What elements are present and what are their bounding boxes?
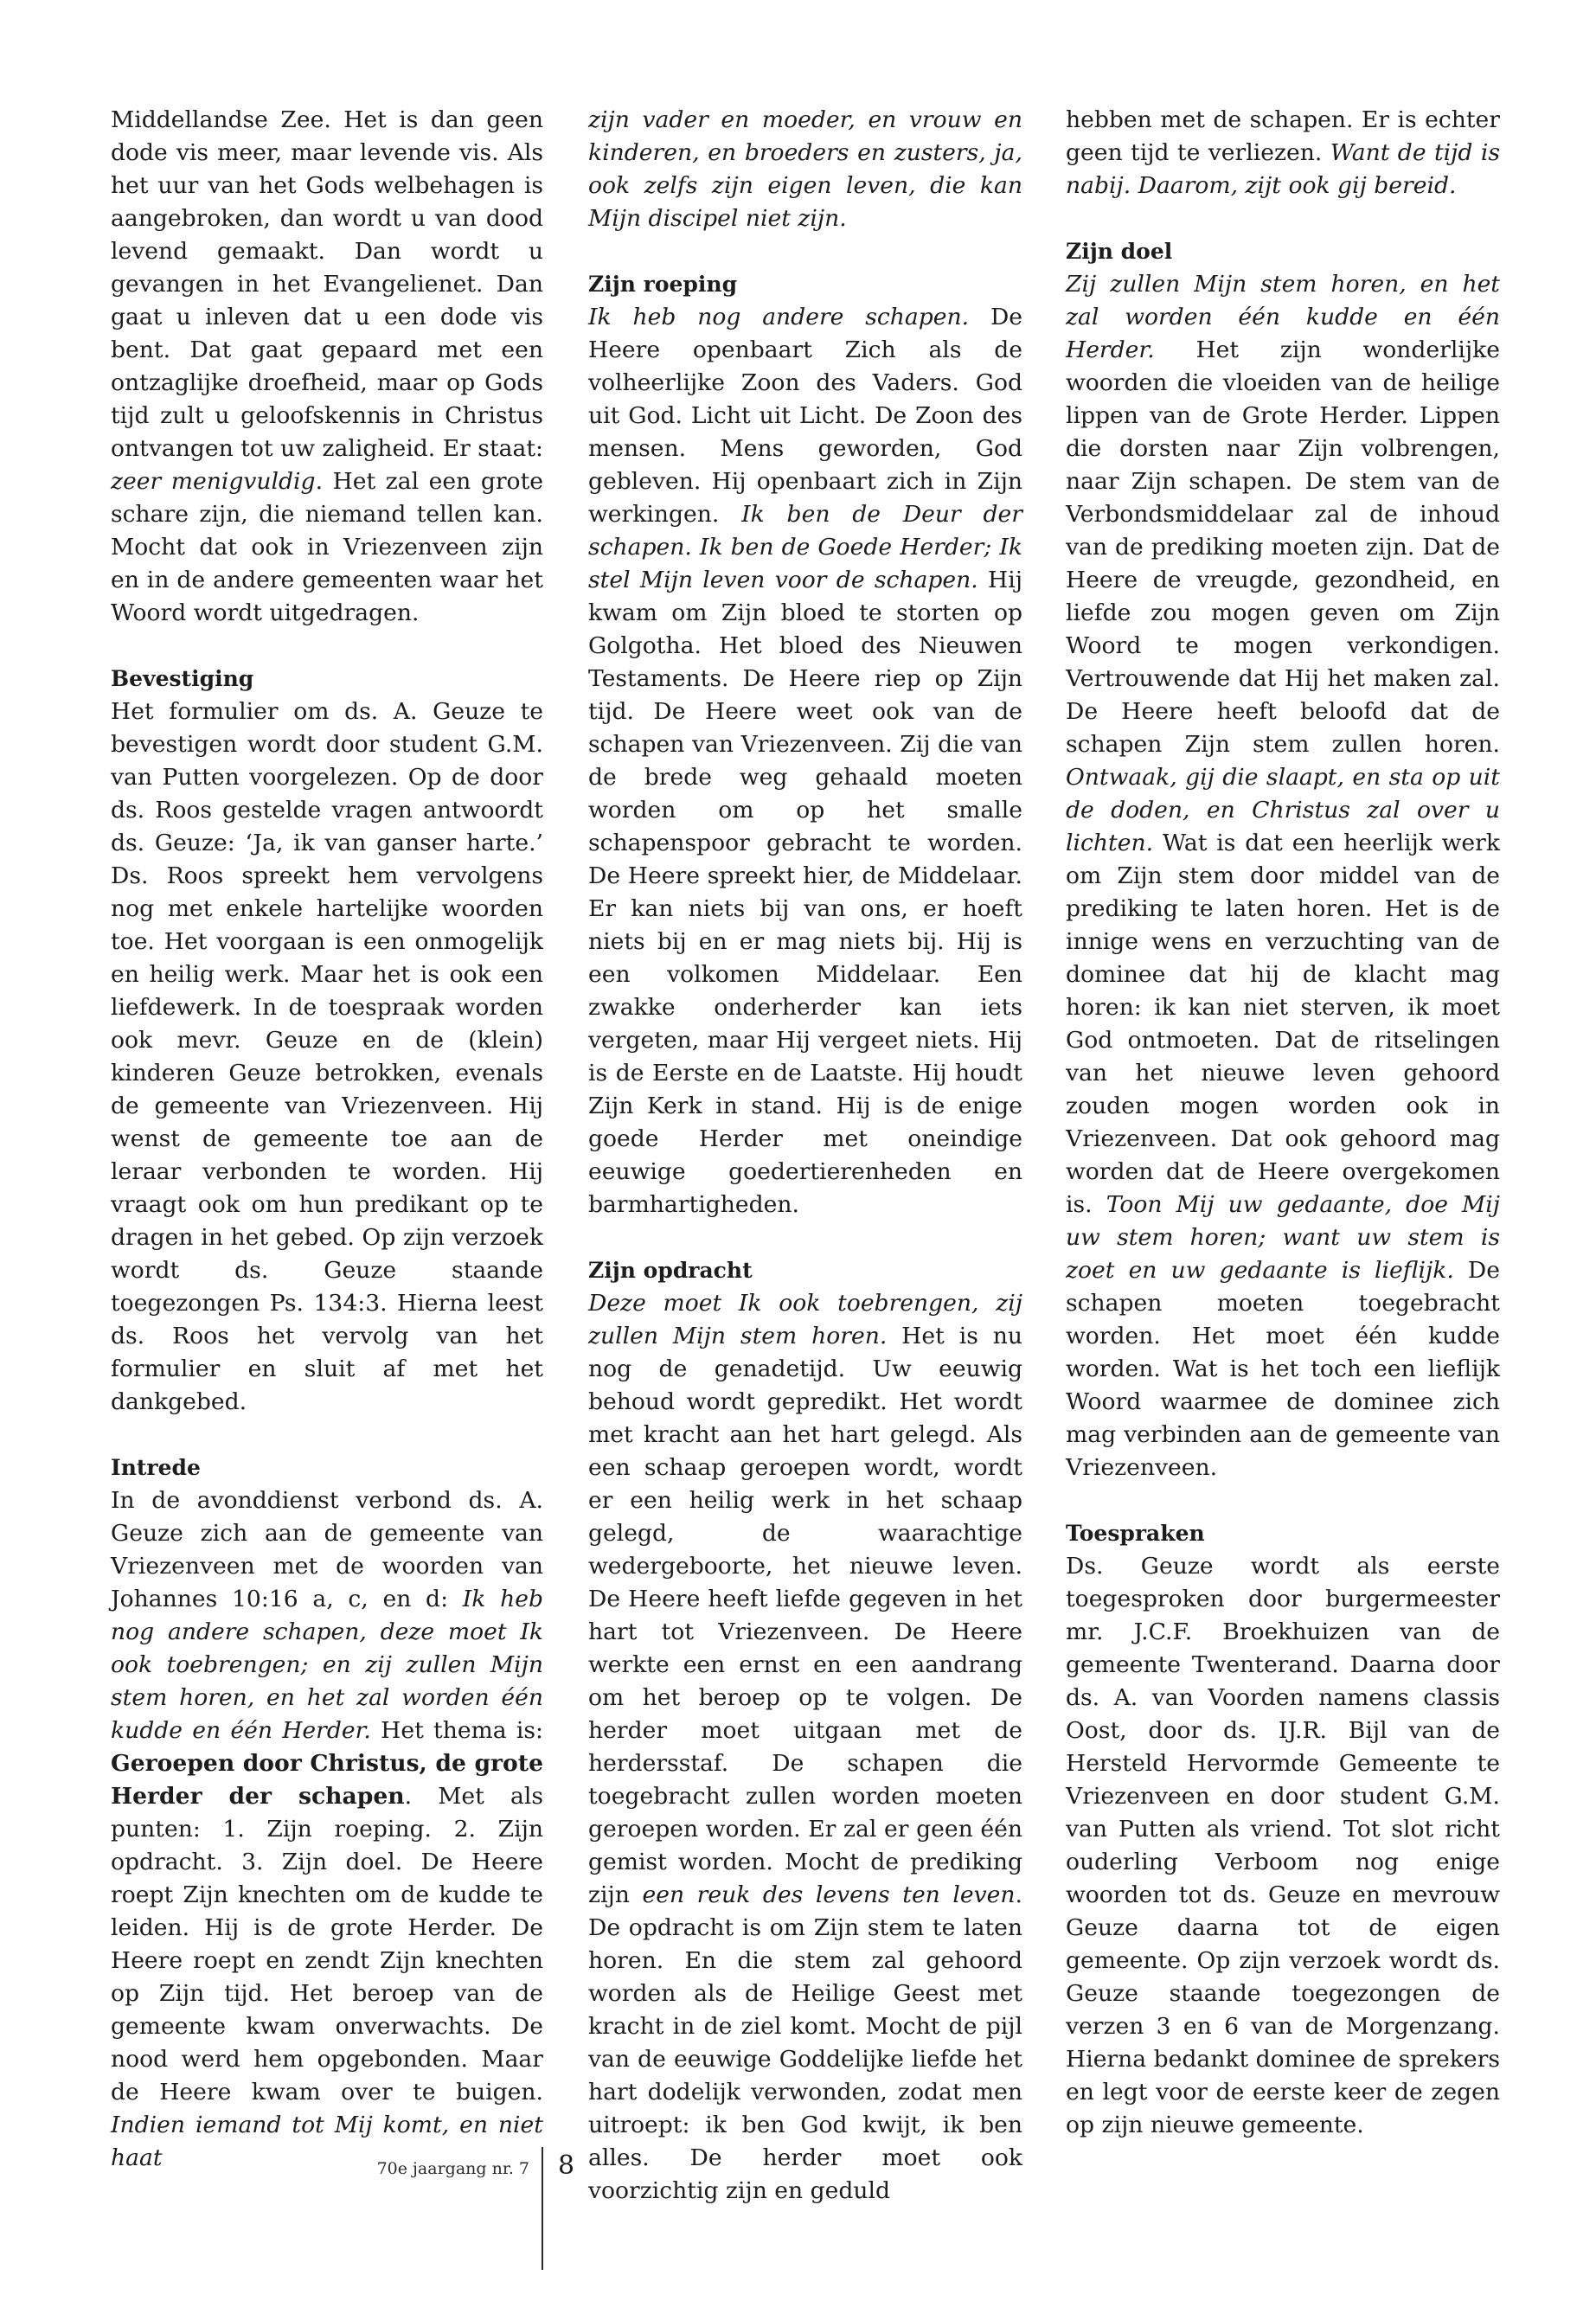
paragraph: Het formulier om ds. A. Geuze te bevestigen wordt door student G.M. van Putten voorgelezen. Op de door ds. Roos gestelde vragen antwoordt ds. Geuze: ‘Ja, ik van ganser harte.’ Ds. Roos spreekt hem vervolgens nog met enkele hartelijke woorden toe. Het voorgaan is een onmogelijk en heilig werk. Maar het is ook een liefdewerk. In de toespraak worden ook mevr. Geuze en de (klein) kinderen Geuze betrokken, evenals de gemeente van Vriezenveen. Hij wenst de gemeente toe aan de leraar verbonden te worden. Hij vraagt ook om hun predikant op te dragen in het gebed. Op zijn verzoek wordt ds. Geuze staande toegezongen Ps. 134:3. Hierna leest ds. Roos het vervolg van het formulier en sluit af met het dankgebed.: [111, 698, 543, 1415]
paragraph: hebben met de schapen. Er is echter geen tijd te verliezen. Want de tijd is nabij. Daarom, zijt ook gij bereid.: [1066, 106, 1500, 199]
page-number: 8: [558, 2150, 575, 2181]
paragraph: Middellandse Zee. Het is dan geen dode vis meer, maar levende vis. Als het uur van het Gods welbehagen is aangebroken, dan wordt u van dood levend gemaakt. Dan wordt u gevangen in het Evangelienet. Dan gaat u inleven dat u een dode vis bent. Dat gaat gepaard met een ontzaglijke droefheid, maar op Gods tijd zult u geloofskennis in Christus ontvangen tot uw zaligheid. Er staat: zeer menigvuldig. Het zal een grote schare zijn, die niemand tellen kan. Mocht dat ook in Vriezenveen zijn en in de andere gemeenten waar het Woord wordt uitgedragen.: [111, 106, 543, 626]
paragraph: Zij zullen Mijn stem horen, en het zal worden één kudde en één Herder. Het zijn wonderlijke woorden die vloeiden van de heilige lippen van de Grote Herder. Lippen die dorsten naar Zijn volbrengen, naar Zijn schapen. De stem van de Verbondsmiddelaar zal de inhoud van de prediking moeten zijn. Dat de Heere de vreugde, gezondheid, en liefde zou mogen geven om Zijn Woord te mogen verkondigen. Vertrouwende dat Hij het maken zal. De Heere heeft beloofd dat de schapen Zijn stem zullen horen. Ontwaak, gij die slaapt, en sta op uit de doden, en Christus zal over u lichten. Wat is dat een heerlijk werk om Zijn stem door middel van de prediking te laten horen. Het is de innige wens en verzuchting van de dominee dat hij de klacht mag horen: ik kan niet sterven, ik moet God ontmoeten. Dat de ritselingen van het nieuwe leven gehoord zouden mogen worden ook in Vriezenveen. Dat ook gehoord mag worden dat de Heere overgekomen is. Toon Mij uw gedaante, doe Mij uw stem horen; want uw stem is zoet en uw gedaante is lieflijk. De schapen moeten toegebracht worden. Het moet één kudde worden. Wat is het toch een lieflijk Woord waarmee de dominee zich mag verbinden aan de gemeente van Vriezenveen.: [1066, 271, 1501, 1481]
section-heading-zijn-roeping: Zijn roeping: [588, 272, 738, 297]
italic-quote: Ontwaak, gij die slaapt, en sta op uit de doden, en Christus zal over u lichten.: [1066, 764, 1500, 856]
paragraph: Deze moet Ik ook toebrengen, zij zullen Mijn stem horen. Het is nu nog de genadetijd. Uw eeuwig behoud wordt gepredikt. Het wordt met kracht aan het hart gelegd. Als een schaap geroepen wordt, wordt er een heilig werk in het schaap gelegd, de waarachtige wedergeboorte, het nieuwe leven. De Heere heeft liefde gegeven in het hart tot Vriezenveen. De Heere werkte een ernst en een aandrang om het beroep op te volgen. De herder moet uitgaan met de herdersstaf. De schapen die toegebracht zullen worden moeten geroepen worden. Er zal er geen één gemist worden. Mocht de prediking zijn een reuk des levens ten leven. De opdracht is om Zijn stem te laten horen. En die stem zal gehoord worden als de Heilige Geest met kracht in de ziel komt. Mocht de pijl van de eeuwige Goddelijke liefde het hart dodelijk verwonden, zodat men uitroept: ik ben God kwijt, ik ben alles. De herder moet ook voorzichtig zijn en geduld: [588, 1290, 1022, 2204]
italic-quote: zijn vader en moeder, en vrouw en kinderen, en broeders en zusters, ja, ook zelfs zijn eigen leven, die kan Mijn discipel niet zijn.: [588, 106, 1022, 232]
italic-quote: Zij zullen Mijn stem horen, en het zal worden één kudde en één Herder.: [1066, 271, 1500, 363]
italic-quote: een reuk des levens ten leven: [642, 1881, 1016, 1908]
article-column-2: [588, 104, 1022, 2208]
italic-quote: Deze moet Ik ook toebrengen, zij zullen Mijn stem horen.: [588, 1290, 1022, 1349]
section-heading-bevestiging: Bevestiging: [111, 666, 254, 691]
italic-quote: zeer menigvuldig: [111, 468, 316, 495]
section-heading-zijn-opdracht: Zijn opdracht: [588, 1258, 753, 1283]
italic-quote: Ik heb nog andere schapen, deze moet Ik ook toebrengen; en zij zullen Mijn stem horen, en het zal worden één kudde en één Herder.: [111, 1586, 543, 1744]
section-heading-toespraken: Toespraken: [1066, 1521, 1205, 1546]
italic-quote: Indien iemand tot Mij komt, en niet haat: [111, 2112, 543, 2171]
paragraph: [588, 104, 1022, 235]
section-heading-zijn-doel: Zijn doel: [1066, 239, 1173, 264]
paragraph: Ik heb nog andere schapen. De Heere openbaart Zich als de volheerlijke Zoon des Vaders. God uit God. Licht uit Licht. De Zoon des mensen. Mens geworden, God gebleven. Hij openbaart zich in Zijn werkingen. Ik ben de Deur der schapen. Ik ben de Goede Herder; Ik stel Mijn leven voor de schapen. Hij kwam om Zijn bloed te storten op Golgotha. Het bloed des Nieuwen Testaments. De Heere riep op Zijn tijd. De Heere weet ook van de schapen van Vriezenveen. Zij die van de brede weg gehaald moeten worden om op het smalle schapenspoor gebracht te worden. De Heere spreekt hier, de Middelaar. Er kan niets bij van ons, er hoeft niets bij en er mag niets bij. Hij is een volkomen Middelaar. Een zwakke onderherder kan iets vergeten, maar Hij vergeet niets. Hij is de Eerste en de Laatste. Hij houdt Zijn Kerk in stand. Hij is de enige goede Herder met oneindige eeuwige goedertierenheden en barmhartigheden.: [588, 304, 1023, 1218]
paragraph: Ds. Geuze wordt als eerste toegesproken door burgermeester mr. J.C.F. Broekhuizen van de gemeente Twenterand. Daarna door ds. A. van Voorden namens classis Oost, door ds. IJ.R. Bijl van de Hersteld Hervormde Gemeente te Vriezenveen en door student G.M. van Putten als vriend. Tot slot richt ouderling Verboom nog enige woorden tot ds. Geuze en mevrouw Geuze daarna tot de eigen gemeente. Op zijn verzoek wordt ds. Geuze staande toegezongen de verzen 3 en 6 van de Morgenzang. Hierna bedankt dominee de sprekers en legt voor de eerste keer de zegen op zijn nieuwe gemeente.: [1066, 1553, 1500, 2138]
article-column-3: [1066, 104, 1500, 2142]
issue-info: 70e jaargang nr. 7: [376, 2159, 529, 2178]
italic-quote: Ik ben de Deur der schapen. Ik ben de Goede Herder; Ik stel Mijn leven voor de schapen.: [588, 501, 1022, 593]
italic-quote: Toon Mij uw gedaante, doe Mij uw stem horen; want uw stem is zoet en uw gedaante is lieflijk.: [1066, 1191, 1501, 1284]
paragraph: In de avonddienst verbond ds. A. Geuze zich aan de gemeente van Vriezenveen met de woorden van Johannes 10:16 a, c, en d: Ik heb nog andere schapen, deze moet Ik ook toebrengen; en zij zullen Mijn stem horen, en het zal worden één kudde en één Herder. Het thema is: Geroepen door Christus, de grote Herder der schapen. Met als punten: 1. Zijn roeping. 2. Zijn opdracht. 3. Zijn doel. De Heere roept Zijn knechten om de kudde te leiden. Hij is de grote Herder. De Heere roept en zendt Zijn knechten op Zijn tijd. Het beroep van de gemeente kwam onverwachts. De nood werd hem opgebonden. Maar de Heere kwam over te buigen. Indien iemand tot Mij komt, en niet haat: [111, 1487, 543, 2171]
footer-divider: [542, 2147, 543, 2270]
section-heading-intrede: Intrede: [111, 1455, 201, 1480]
italic-quote: Want de tijd is nabij. Daarom, zijt ook gij bereid.: [1066, 139, 1500, 199]
sermon-theme: Geroepen door Christus, de grote Herder der schapen: [111, 1750, 543, 1810]
italic-quote: Ik heb nog andere schapen.: [588, 304, 970, 330]
article-column-1: [111, 104, 543, 2175]
